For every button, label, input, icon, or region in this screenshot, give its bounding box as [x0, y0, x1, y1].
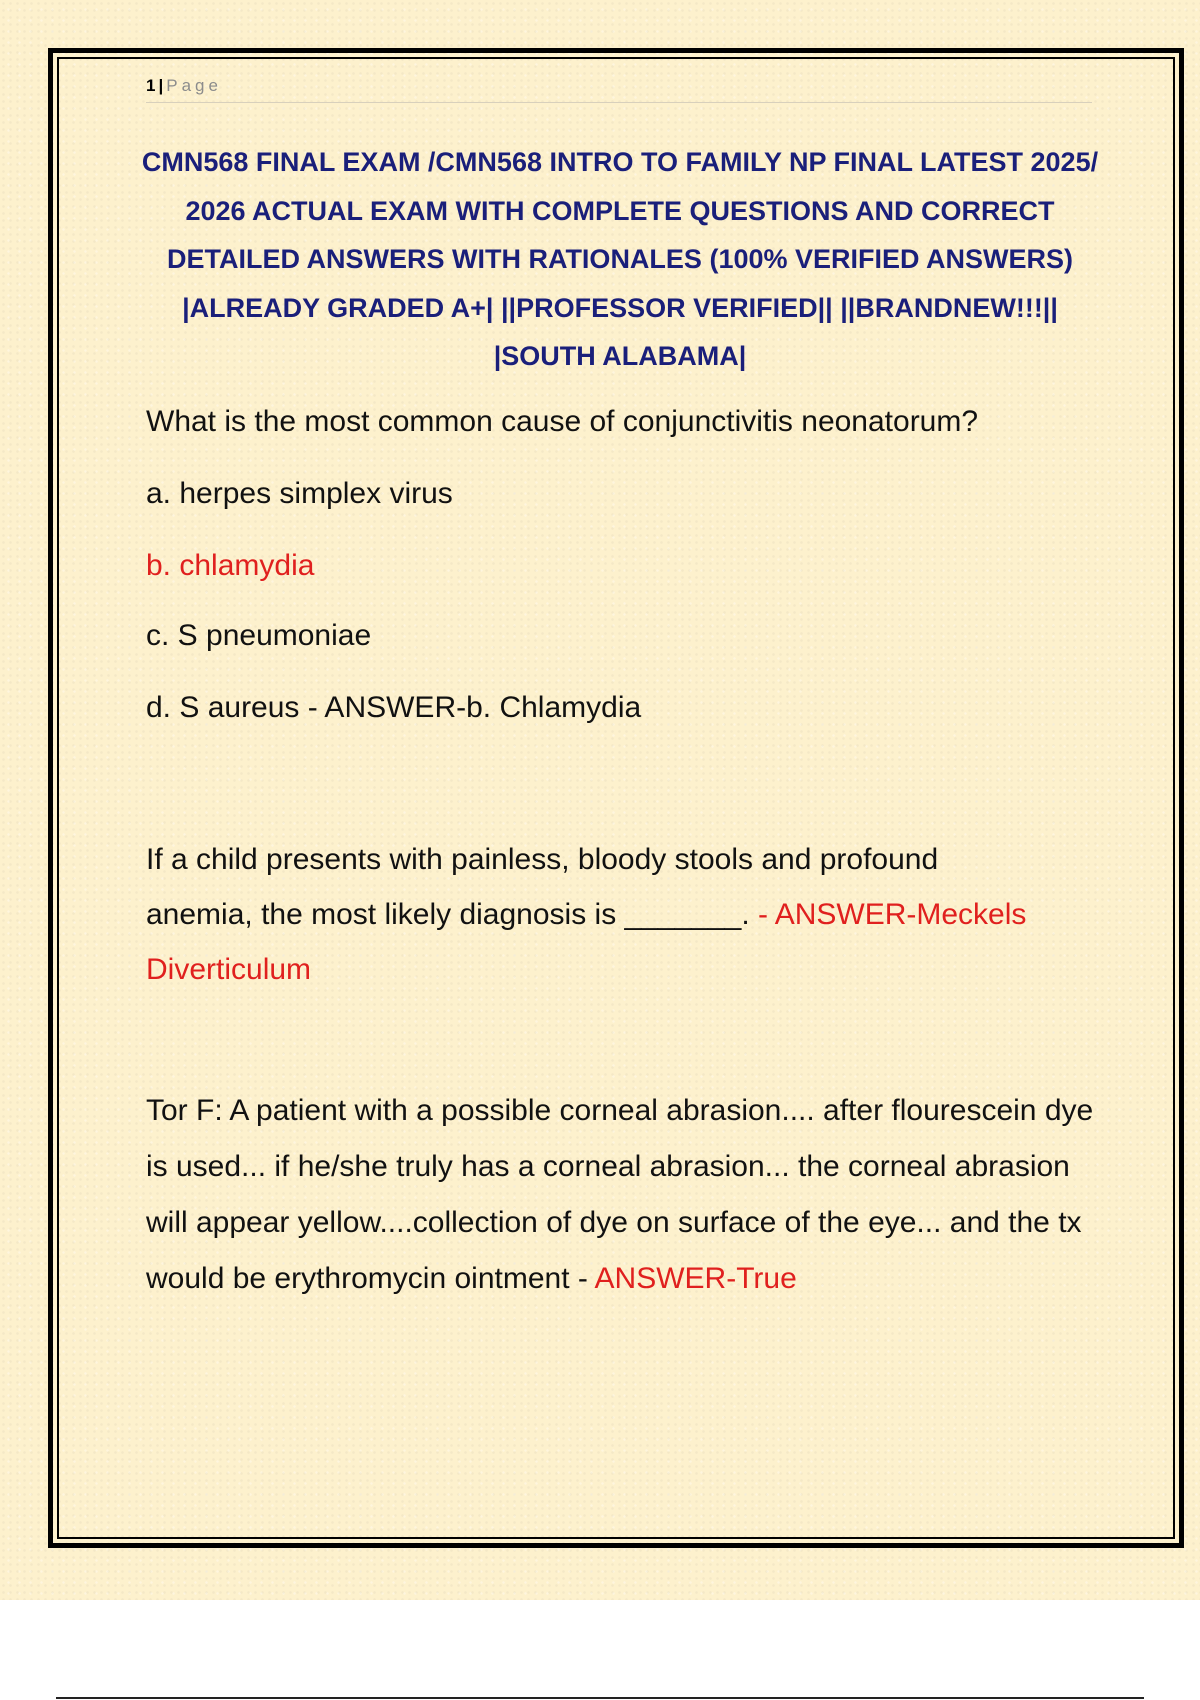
- document-title: CMN568 FINAL EXAM /CMN568 INTRO TO FAMILY NP FINAL LATEST 2025/ 2026 ACTUAL EXAM WITH COMPLETE QUESTIONS AND CORRECT DETAILED ANSWERS WITH RATIONALES (100% VERIFIED ANSWERS) |ALREADY GRADED A+| ||PROFESSOR VERIFIED|| ||BRANDNEW!!!|| |SOUTH ALABAMA|: [141, 147, 1099, 371]
- question-3: [146, 1083, 1106, 1307]
- exam-content: [146, 402, 1096, 1307]
- question-3-answer: ANSWER-True: [594, 1262, 797, 1295]
- page-header: [146, 72, 1092, 103]
- question-2-answer: - ANSWER-Meckels Diverticulum: [146, 898, 1027, 986]
- question-1-option-b: b. chlamydia: [146, 549, 315, 582]
- question-2: [146, 832, 1046, 997]
- question-1-option-d: d. S aureus - ANSWER-b. Chlamydia: [146, 691, 642, 724]
- question-1-text: What is the most common cause of conjunctivitis neonatorum?: [146, 405, 979, 438]
- question-2-text: If a child presents with painless, bloody stools and profound anemia, the most likely diagnosis is _______.: [146, 843, 939, 931]
- page-separator: |: [158, 76, 164, 95]
- page-label: Page: [166, 76, 222, 95]
- question-1-option-a: a. herpes simplex virus: [146, 477, 453, 510]
- page-number: 1: [146, 76, 156, 95]
- footer-divider: [56, 1697, 1144, 1699]
- question-3-text: Tor F: A patient with a possible corneal abrasion.... after flourescein dye is used... if he/she truly has a corneal abrasion... the corneal abrasion will appear yellow....collection of dye on surface of the eye... and the tx would be erythromycin ointment -: [146, 1094, 1094, 1295]
- question-1-option-c: c. S pneumoniae: [146, 619, 372, 652]
